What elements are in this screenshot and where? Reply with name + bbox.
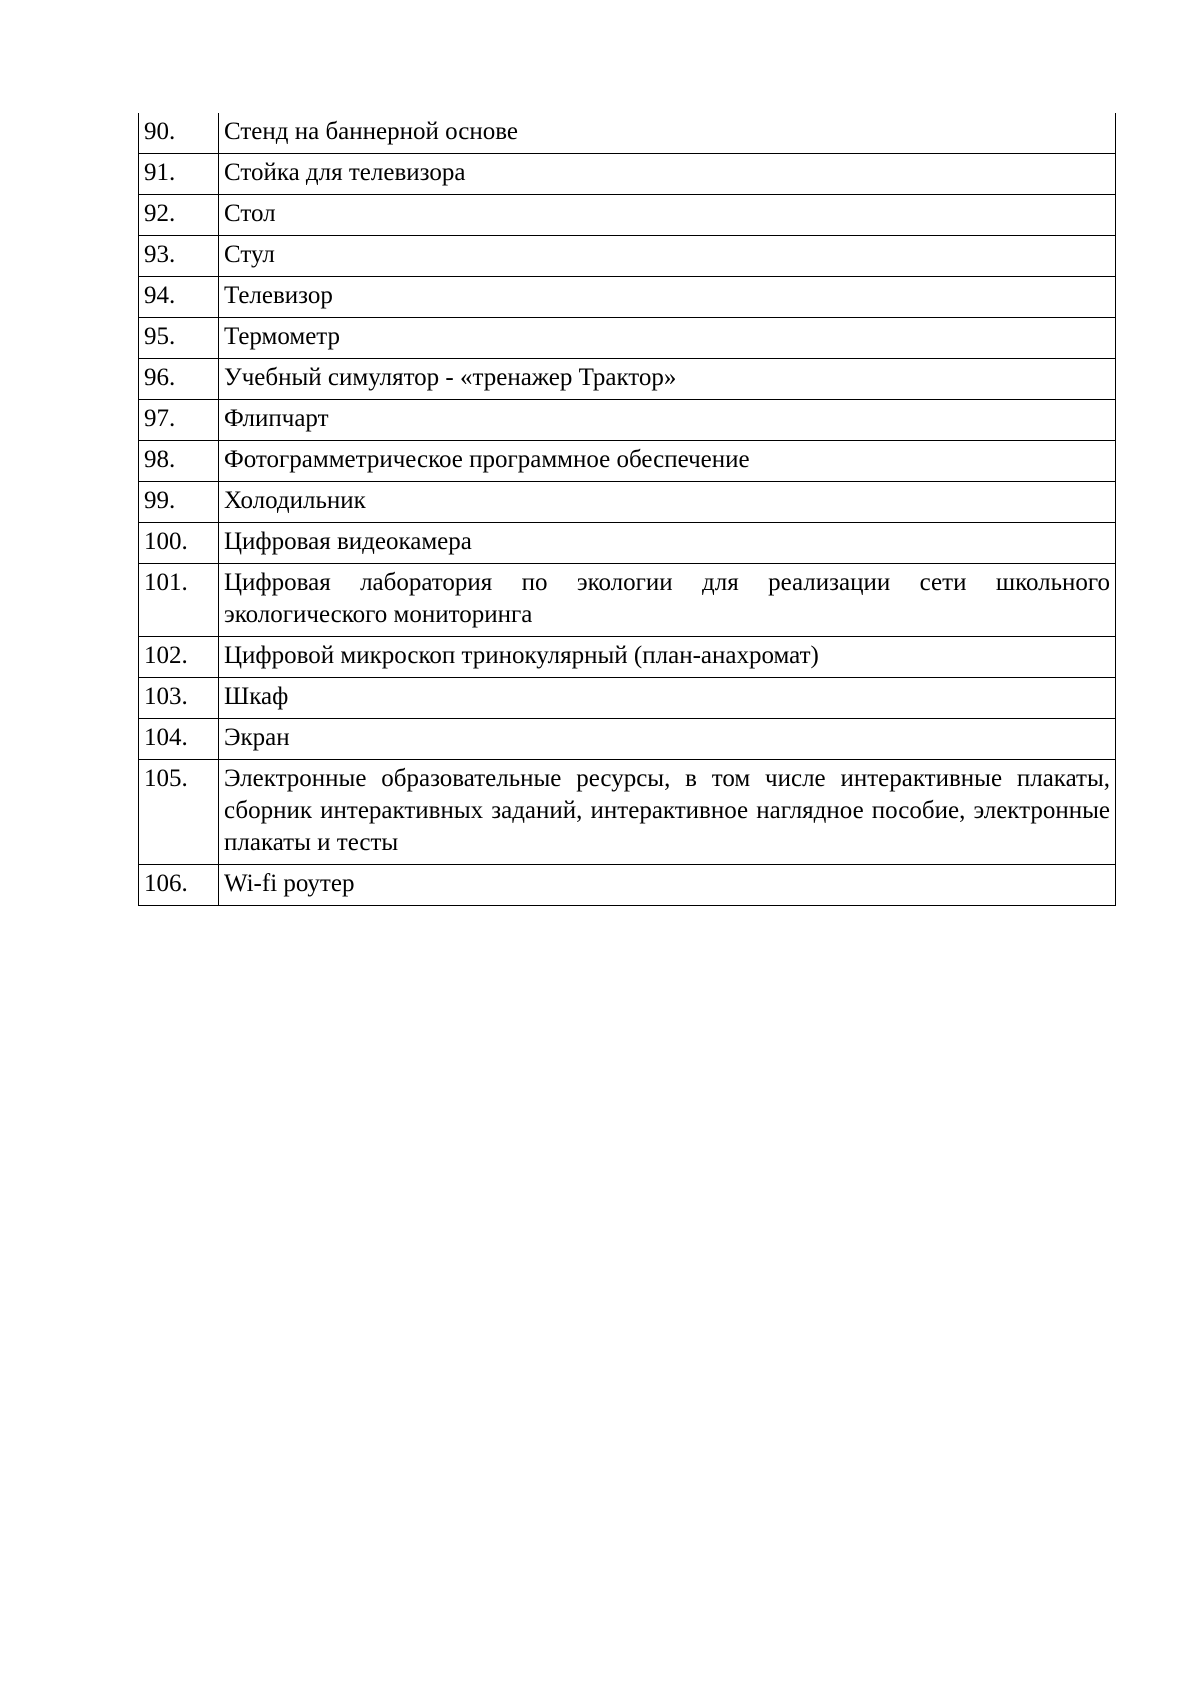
item-name: Холодильник [219, 482, 1116, 523]
item-name: Электронные образовательные ресурсы, в том числе интерактивные плакаты, сборник интерактивных заданий, интерактивное наглядное пособие, электронные плакаты и тесты [219, 760, 1116, 865]
row-number: 101. [139, 564, 219, 637]
item-name: Шкаф [219, 678, 1116, 719]
row-number: 92. [139, 195, 219, 236]
table-row [139, 760, 1116, 865]
table-row [139, 277, 1116, 318]
row-number: 103. [139, 678, 219, 719]
row-number: 105. [139, 760, 219, 865]
table-row [139, 359, 1116, 400]
item-name: Учебный симулятор - «тренажер Трактор» [219, 359, 1116, 400]
row-number: 95. [139, 318, 219, 359]
item-name: Цифровая лаборатория по экологии для реализации сети школьного экологического мониторинга [219, 564, 1116, 637]
table-row [139, 441, 1116, 482]
item-name: Стойка для телевизора [219, 154, 1116, 195]
row-number: 100. [139, 523, 219, 564]
table-row [139, 400, 1116, 441]
row-number: 90. [139, 113, 219, 154]
item-name: Экран [219, 719, 1116, 760]
table-row [139, 195, 1116, 236]
row-number: 102. [139, 637, 219, 678]
table-row [139, 482, 1116, 523]
item-name: Термометр [219, 318, 1116, 359]
equipment-table-body [139, 113, 1116, 906]
table-row [139, 564, 1116, 637]
row-number: 91. [139, 154, 219, 195]
table-row [139, 865, 1116, 906]
row-number: 99. [139, 482, 219, 523]
table-row [139, 523, 1116, 564]
row-number: 97. [139, 400, 219, 441]
row-number: 104. [139, 719, 219, 760]
row-number: 96. [139, 359, 219, 400]
item-name: Стенд на баннерной основе [219, 113, 1116, 154]
table-row [139, 154, 1116, 195]
item-name: Стул [219, 236, 1116, 277]
item-name: Цифровой микроскоп тринокулярный (план-анахромат) [219, 637, 1116, 678]
item-name: Цифровая видеокамера [219, 523, 1116, 564]
equipment-table [138, 113, 1116, 906]
table-row [139, 719, 1116, 760]
table-row [139, 113, 1116, 154]
row-number: 93. [139, 236, 219, 277]
row-number: 106. [139, 865, 219, 906]
table-row [139, 678, 1116, 719]
item-name: Wi-fi роутер [219, 865, 1116, 906]
table-row [139, 318, 1116, 359]
table-row [139, 637, 1116, 678]
item-name: Стол [219, 195, 1116, 236]
item-name: Фотограмметрическое программное обеспечение [219, 441, 1116, 482]
row-number: 98. [139, 441, 219, 482]
item-name: Телевизор [219, 277, 1116, 318]
row-number: 94. [139, 277, 219, 318]
table-row [139, 236, 1116, 277]
item-name: Флипчарт [219, 400, 1116, 441]
